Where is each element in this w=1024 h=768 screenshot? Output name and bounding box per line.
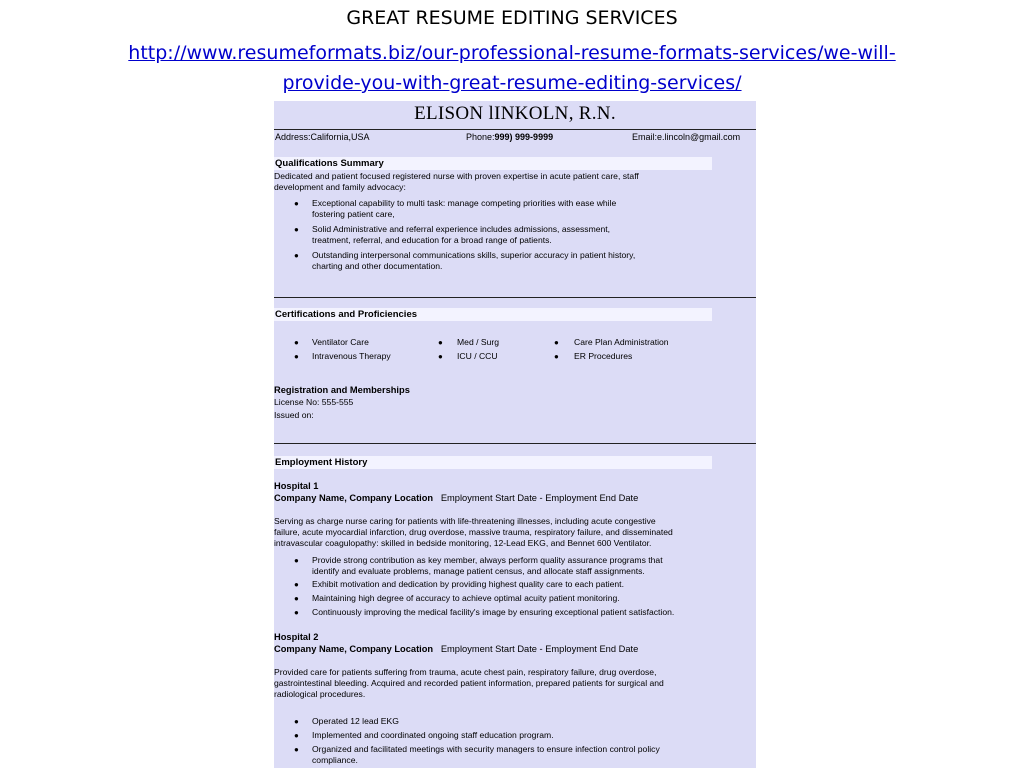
hospital-2-bullet: Organized and facilitated meetings with security managers to ensure infection control policy compliance. <box>312 744 660 765</box>
header-divider <box>274 129 756 130</box>
certification-item: ICU / CCU <box>457 351 498 361</box>
qualification-bullet: Outstanding interpersonal communications skills, superior accuracy in patient history, charting and other documentation. <box>312 250 636 271</box>
contact-phone <box>466 132 553 142</box>
hospital-2-title: Hospital 2 <box>274 632 319 642</box>
bullet-icon: ● <box>294 745 299 754</box>
certification-item: Ventilator Care <box>312 337 369 347</box>
contact-email: Email:e.lincoln@gmail.com <box>632 132 741 142</box>
hospital-1-bullet: Provide strong contribution as key member, always perform quality assurance programs that identify and evaluate problems, manage patient census, and allocate staff assignments. <box>312 555 663 576</box>
license-issued: Issued on: <box>274 410 314 420</box>
hospital-1-bullet: Exhibit motivation and dedication by providing highest quality care to each patient. <box>312 579 624 589</box>
bullet-icon: ● <box>294 556 299 565</box>
section-divider <box>274 443 756 444</box>
qualification-bullet: Exceptional capability to multi task: manage competing priorities with ease while fostering patient care, <box>312 198 617 219</box>
employment-heading: Employment History <box>274 456 712 469</box>
section-divider <box>274 297 756 298</box>
hospital-1-dates: Employment Start Date - Employment End Date <box>440 493 639 503</box>
bullet-icon: ● <box>438 338 443 347</box>
resume-service-link[interactable] <box>60 38 964 98</box>
registration-heading: Registration and Memberships <box>274 385 410 395</box>
hospital-2-bullet: Implemented and coordinated ongoing staff education program. <box>312 730 554 740</box>
phone-label: Phone: <box>466 132 495 142</box>
qualifications-intro-line: development and family advocacy: <box>274 182 406 192</box>
hospital-1-title: Hospital 1 <box>274 481 319 491</box>
bullet-icon: ● <box>554 352 559 361</box>
hospital-2-dates: Employment Start Date - Employment End Date <box>440 644 639 654</box>
hospital-1-description: Serving as charge nurse caring for patients with life-threatening illnesses, including acute congestive failure, acute myocardial infarction, drug overdose, massive trauma, respiratory failure, and disseminated intravascular coagulopathy: skilled in bedside monitoring, 12-Lead EKG, and Bennet 600 Ventilator. <box>274 516 673 548</box>
link-line-1[interactable]: http://www.resumeformats.biz/our-professional-resume-formats-services/we-will- <box>128 42 896 64</box>
bullet-icon: ● <box>554 338 559 347</box>
bullet-icon: ● <box>294 199 299 208</box>
hospital-1-bullet: Continuously improving the medical facility's image by ensuring exceptional patient satisfaction. <box>312 607 675 617</box>
bullet-icon: ● <box>294 338 299 347</box>
bullet-icon: ● <box>294 717 299 726</box>
qualification-bullet: Solid Administrative and referral experience includes admissions, assessment, treatment, referral, and education for a broad range of patients. <box>312 224 611 245</box>
hospital-1-bullet: Maintaining high degree of accuracy to achieve optimal acuity patient monitoring. <box>312 593 620 603</box>
hospital-2-description: Provided care for patients suffering from trauma, acute chest pain, respiratory failure, drug overdose, gastrointestinal bleeding. Acquired and recorded patient information, prepared patients for surgical and radiological procedures. <box>274 667 664 699</box>
contact-address: Address:California,USA <box>275 132 370 142</box>
certification-item: Care Plan Administration <box>574 337 669 347</box>
bullet-icon: ● <box>294 731 299 740</box>
certification-item: ER Procedures <box>574 351 633 361</box>
bullet-icon: ● <box>294 608 299 617</box>
bullet-icon: ● <box>438 352 443 361</box>
bullet-icon: ● <box>294 225 299 234</box>
hospital-1-company: Company Name, Company Location Employment Start Date - Employment End Date <box>274 493 639 503</box>
qualifications-intro-line: Dedicated and patient focused registered nurse with proven expertise in acute patient care, staff <box>274 171 639 181</box>
resume-document <box>274 101 756 768</box>
link-line-2[interactable]: provide-you-with-great-resume-editing-services/ <box>282 72 742 94</box>
qualifications-heading: Qualifications Summary <box>274 157 712 170</box>
hospital-2-company: Company Name, Company Location Employment Start Date - Employment End Date <box>274 644 639 654</box>
certification-item: Med / Surg <box>457 337 500 347</box>
bullet-icon: ● <box>294 580 299 589</box>
resume-name: ELISON lINKOLN, R.N. <box>414 103 616 124</box>
bullet-icon: ● <box>294 251 299 260</box>
license-number: License No: 555-555 <box>274 397 354 407</box>
bullet-icon: ● <box>294 352 299 361</box>
phone-number: 999) 999-9999 <box>494 132 554 142</box>
hospital-2-bullet: Operated 12 lead EKG <box>312 716 399 726</box>
bullet-icon: ● <box>294 594 299 603</box>
certification-item: Intravenous Therapy <box>312 351 391 361</box>
certifications-heading: Certifications and Proficiencies <box>274 308 712 321</box>
slide-title: GREAT RESUME EDITING SERVICES <box>346 7 678 29</box>
